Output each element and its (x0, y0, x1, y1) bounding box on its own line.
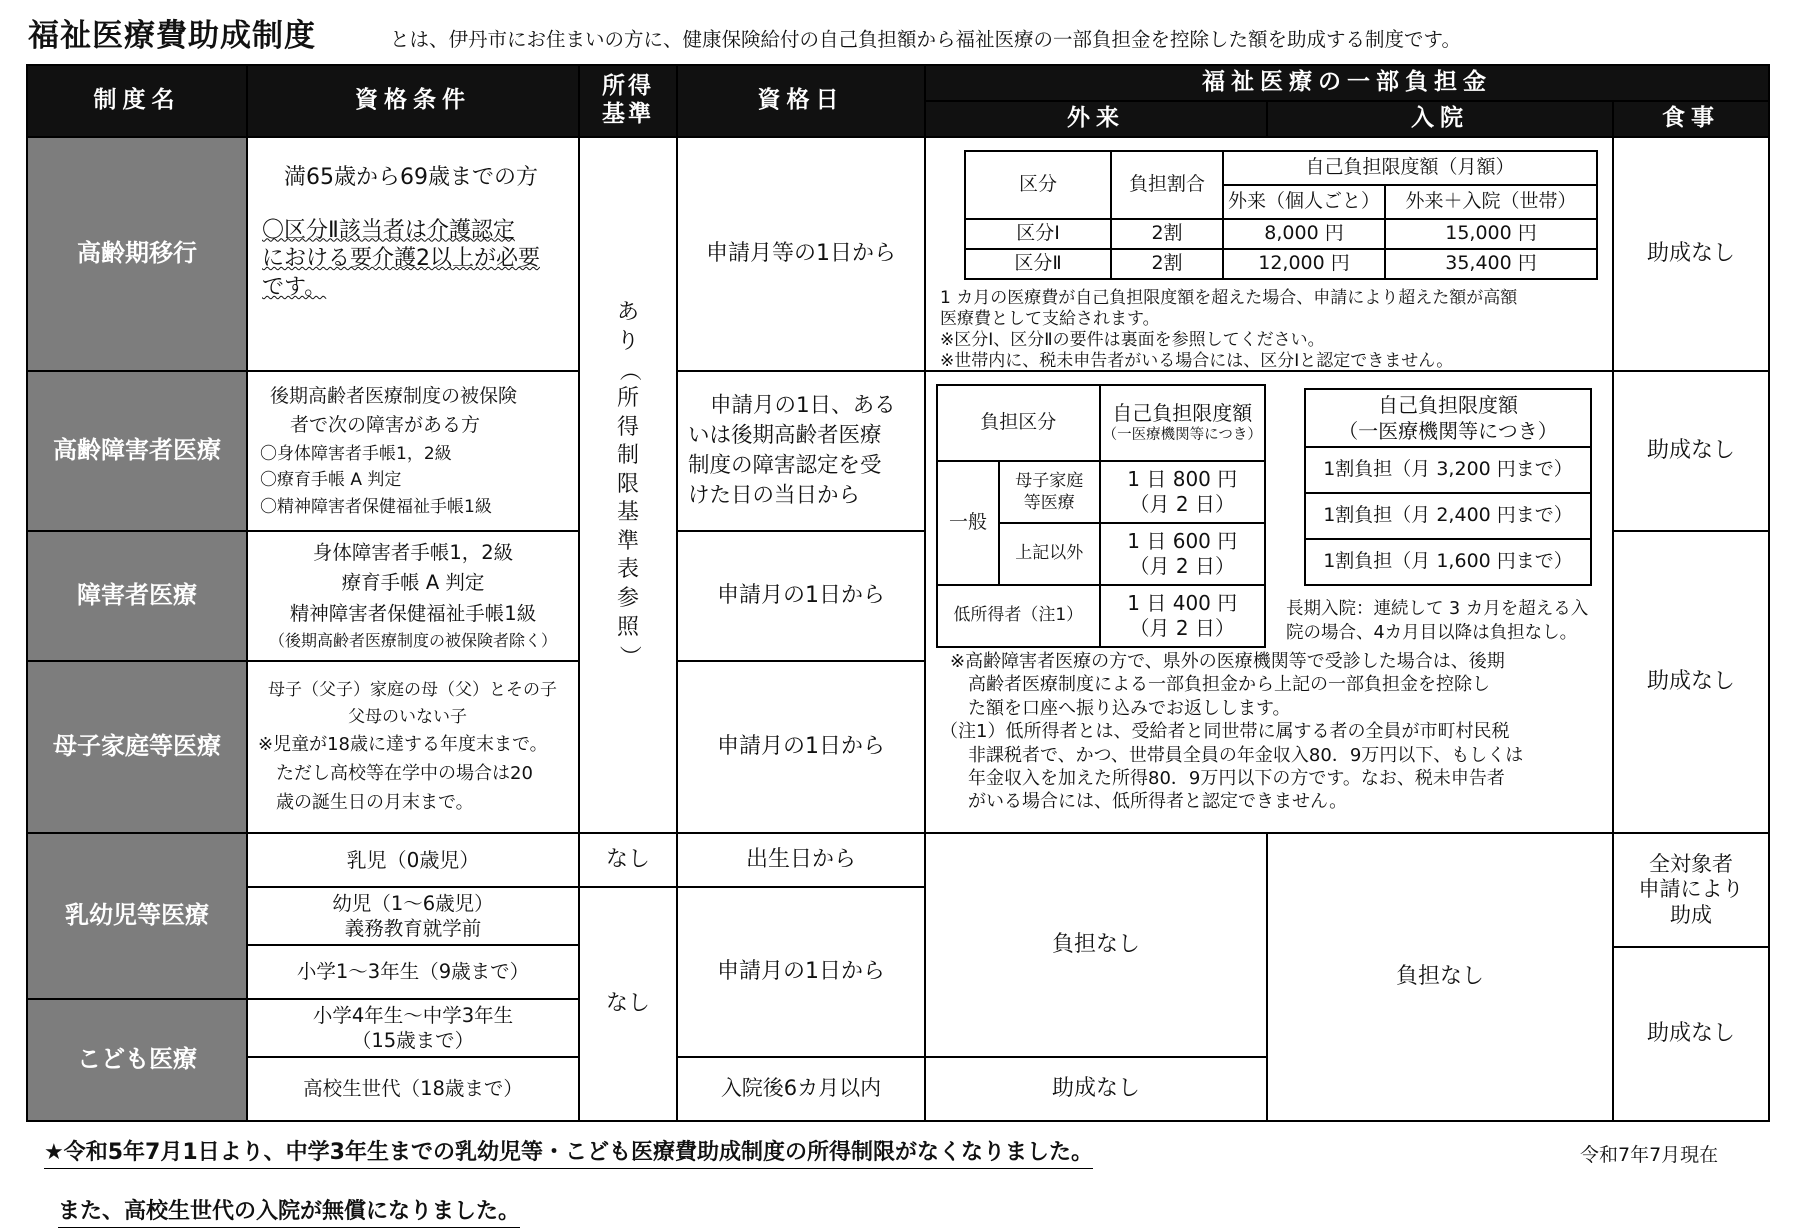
header-income-line1: 所得 (602, 73, 654, 100)
kt-note4: ※世帯内に、税未申告者がいる場合には、区分Ⅰと認定できません。 (940, 351, 1454, 372)
bn-n6: 年金収入を加えた所得80．9万円以下の方です。なお、税未申告者 (968, 767, 1505, 789)
start-ks-line4: けた日の当日から (688, 483, 861, 509)
ot-boshi-amount-line1: 1 日 800 円 (1127, 467, 1238, 491)
kt-r1-wariai: 2割 (1111, 219, 1223, 249)
income-standard-char: ） (616, 645, 642, 668)
income-standard-ref (580, 138, 676, 832)
header-income-line2: 基準 (602, 101, 654, 127)
bn-n4: （注1）低所得者とは、受給者と同世帯に属する者の全員が市町村民税 (940, 721, 1510, 743)
inpatient-notes (1286, 598, 1588, 645)
kt-h-out: 外来（個人ごと） (1223, 185, 1385, 219)
cond-toddler (248, 888, 578, 944)
it-r3: 1割負担（月 1,600 円まで） (1305, 539, 1591, 585)
cond-toddler-line2: 義務教育就学前 (344, 917, 482, 940)
koreiki-limit-table (964, 150, 1598, 280)
ot-boshi-line1: 母子家庭 (1015, 470, 1084, 491)
ot-low-amount-line2: （月 2 日） (1129, 616, 1235, 640)
disability-notes (940, 650, 1524, 814)
kt-h-wariai: 負担割合 (1111, 151, 1223, 219)
meal-koreiki: 助成なし (1614, 138, 1768, 370)
header-outpatient: 外来 (926, 102, 1266, 136)
meal-infant-line2: 申請により (1638, 877, 1744, 902)
cond-mid-line2: （15歳まで） (351, 1029, 475, 1052)
cond-mid (248, 1000, 578, 1056)
cond-shogai-line4: （後期高齢者医療制度の被保険者除く） (268, 630, 557, 650)
meal-infant-line3: 助成 (1670, 902, 1712, 927)
ot-general: 一般 (937, 461, 999, 585)
child-inpatient: 負担なし (1268, 834, 1612, 1120)
header-income (580, 66, 676, 136)
cond-infant: 乳児（0歳児） (248, 834, 578, 886)
start-infant: 出生日から (678, 834, 924, 886)
ot-other-amount (1100, 523, 1265, 585)
income-infant: なし (580, 834, 676, 886)
income-standard-char: 制 (616, 443, 639, 469)
page-title: 福祉医療費助成制度 (28, 18, 316, 54)
ot-other-amount-line1: 1 日 600 円 (1127, 529, 1238, 553)
cond-high: 高校生世代（18歳まで） (248, 1058, 578, 1120)
ot-h-kubun: 負担区分 (937, 385, 1100, 461)
ot-low-amount (1100, 585, 1265, 647)
kt-h-limit: 自己負担限度額（月額） (1223, 151, 1597, 185)
cond-ks-line2: 者で次の障害がある方 (290, 414, 481, 437)
cond-mid-line1: 小学4年生～中学3年生 (312, 1003, 514, 1027)
ot-boshi-amount (1100, 461, 1265, 523)
cond-boshi-line2: 父母のいない子 (348, 706, 467, 727)
meal-infant-line1: 全対象者 (1649, 852, 1733, 877)
it-r1: 1割負担（月 3,200 円まで） (1305, 447, 1591, 493)
child-outpatient: 負担なし (926, 834, 1266, 1056)
header-start-date: 資格日 (678, 66, 924, 136)
header-meal: 食事 (1614, 102, 1768, 136)
income-standard-char: （ (616, 359, 642, 382)
ot-low: 低所得者（注1） (937, 585, 1100, 647)
income-standard-char: り (616, 328, 639, 354)
kt-r2-wariai: 2割 (1111, 249, 1223, 279)
footer-notice-line2: また、高校生世代の入院が無償になりました。 (58, 1194, 520, 1228)
as-of-date: 令和7年7月現在 (1580, 1144, 1719, 1166)
cond-shogai-line3: 精神障害者保健福祉手帳1級 (289, 601, 537, 625)
cond-koreiki (248, 138, 578, 370)
ot-boshi-amount-line2: （月 2 日） (1129, 492, 1235, 516)
it-h-line2: （一医療機関等につき） (1338, 419, 1558, 443)
cond-boshi-line5: 歳の誕生日の月末まで。 (276, 791, 474, 813)
cond-toddler-line1: 幼児（1～6歳児） (332, 891, 494, 915)
income-standard-char: 準 (616, 528, 639, 554)
cond-ks-line1: 後期高齢者医療制度の被保険 (270, 385, 518, 408)
bn-n5: 非課税者で、かつ、世帯員全員の年金収入80．9万円以下、もしくは (968, 744, 1524, 766)
kt-r2-kubun: 区分Ⅱ (965, 249, 1111, 279)
start-boshi: 申請月の1日から (678, 662, 924, 832)
income-standard-char: 基 (616, 500, 639, 526)
program-kodomo: こども医療 (28, 1000, 246, 1120)
income-standard-char: 得 (616, 414, 639, 440)
cond-boshi-line1: 母子（父子）家庭の母（父）とその子 (268, 679, 557, 700)
start-korei-shogai (678, 372, 924, 530)
income-standard-char: 参 (616, 586, 639, 612)
cond-elem: 小学1～3年生（9歳まで） (248, 946, 578, 998)
income-standard-char: あ (616, 300, 639, 326)
income-standard-char: 照 (616, 614, 639, 640)
income-standard-char: 表 (616, 557, 639, 583)
meal-infant (1614, 834, 1768, 946)
cond-shogai-line2: 療育手帳 A 判定 (341, 571, 485, 595)
bn-n1: ※高齢障害者医療の方で、県外の医療機関等で受診した場合は、後期 (950, 651, 1505, 672)
it-r2: 1割負担（月 2,400 円まで） (1305, 493, 1591, 539)
cond-koreiki-line1: 満65歳から69歳までの方 (284, 165, 538, 190)
kt-r1-kubun: 区分Ⅰ (965, 219, 1111, 249)
program-korei-shogai: 高齢障害者医療 (28, 372, 246, 530)
ot-h-limit (1100, 385, 1265, 461)
cond-korei-shogai (248, 372, 578, 530)
kt-r2-outin: 35,400 円 (1385, 249, 1597, 279)
bn-n7: がいる場合には、低所得者と認定できません。 (968, 791, 1348, 813)
meal-boshi: 助成なし (1614, 532, 1768, 832)
meal-child: 助成なし (1614, 948, 1768, 1120)
start-ks-line3: 制度の障害認定を受 (688, 453, 882, 478)
program-nyuyoji: 乳幼児等医療 (28, 834, 246, 998)
cond-koreiki-line3: における要介護2以上が必要 (262, 246, 540, 272)
start-ks-line1: 申請月の1日、ある (710, 392, 896, 418)
welfare-medical-table (26, 64, 1770, 1122)
meal-korei-shogai: 助成なし (1614, 372, 1768, 530)
start-child: 申請月の1日から (678, 888, 924, 1056)
kt-row (965, 219, 1597, 249)
cond-boshi (248, 662, 578, 832)
it-note1: 長期入院：連続して 3 カ月を超える入 (1286, 599, 1589, 619)
cond-boshi-line3: ※児童が18歳に達する年度末まで。 (258, 733, 548, 755)
kt-r2-out: 12,000 円 (1223, 249, 1385, 279)
kt-note2: 医療費として支給されます。 (940, 309, 1160, 330)
ot-h-limit-sub: （一医療機関等につき） (1102, 427, 1262, 444)
cond-ks-line4: 〇療育手帳 A 判定 (260, 470, 402, 491)
it-note2: 院の場合、4カ月目以降は負担なし。 (1286, 622, 1578, 643)
koreiki-notes (940, 288, 1517, 372)
page-subtitle: とは、伊丹市にお住まいの方に、健康保険給付の自己負担額から福祉医療の一部負担金を控除した額を助成する制度です。 (390, 28, 1461, 51)
header-inpatient: 入院 (1268, 102, 1612, 136)
start-shogai: 申請月の1日から (678, 532, 924, 660)
program-boshi: 母子家庭等医療 (28, 662, 246, 832)
header-conditions: 資格条件 (248, 66, 578, 136)
ot-low-amount-line1: 1 日 400 円 (1127, 591, 1238, 615)
kt-note3: ※区分Ⅰ、区分Ⅱの要件は裏面を参照してください。 (940, 330, 1325, 351)
it-h-line1: 自己負担限度額 (1378, 393, 1518, 417)
program-shogai: 障害者医療 (28, 532, 246, 660)
inpatient-limit-table (1304, 388, 1592, 586)
header-name: 制度名 (28, 66, 246, 136)
outpatient-limit-table (936, 384, 1266, 648)
kt-r1-out: 8,000 円 (1223, 219, 1385, 249)
kt-h-kubun: 区分 (965, 151, 1111, 219)
cond-ks-line5: 〇精神障害者保健福祉手帳1級 (260, 496, 492, 517)
cond-shogai (248, 532, 578, 660)
bn-n3: た額を口座へ振り込みでお返しします。 (968, 697, 1291, 719)
program-koreiki: 高齢期移行 (28, 138, 246, 370)
kt-r1-outin: 15,000 円 (1385, 219, 1597, 249)
income-standard-char: 所 (616, 385, 639, 411)
it-h (1305, 389, 1591, 447)
bn-n2: 高齢者医療制度による一部負担金から上記の一部負担金を控除し (968, 674, 1490, 696)
cond-ks-line3: 〇身体障害者手帳1，2級 (260, 443, 452, 464)
ot-other: 上記以外 (999, 523, 1100, 585)
start-high: 入院後6カ月以内 (678, 1058, 924, 1120)
start-ks-line2: いは後期高齢者医療 (688, 422, 882, 448)
start-koreiki: 申請月等の1日から (678, 138, 924, 370)
cond-koreiki-line2: 〇区分Ⅱ該当者は介護認定 (262, 217, 515, 243)
income-child: なし (580, 888, 676, 1120)
ot-boshi (999, 461, 1100, 523)
cond-boshi-line4: ただし高校等在学中の場合は20 (276, 762, 533, 784)
cond-koreiki-line4: です。 (262, 274, 327, 300)
kt-row (965, 249, 1597, 279)
footer-notice-line1: ★令和5年7月1日より、中学3年生までの乳幼児等・こども医療費助成制度の所得制限がなくなりました。 (44, 1135, 1093, 1169)
ot-h-limit-main: 自己負担限度額 (1112, 401, 1253, 426)
income-standard-char: 限 (616, 471, 639, 497)
ot-other-amount-line2: （月 2 日） (1129, 554, 1235, 578)
ot-boshi-line2: 等医療 (1023, 493, 1075, 513)
kt-h-outin: 外来＋入院（世帯） (1385, 185, 1597, 219)
high-outpatient: 助成なし (926, 1058, 1266, 1120)
cond-shogai-line1: 身体障害者手帳1，2級 (312, 541, 514, 565)
header-copay: 福祉医療の一部負担金 (926, 66, 1768, 100)
kt-note1: 1 カ月の医療費が自己負担限度額を超えた場合、申請により超えた額が高額 (940, 288, 1518, 308)
